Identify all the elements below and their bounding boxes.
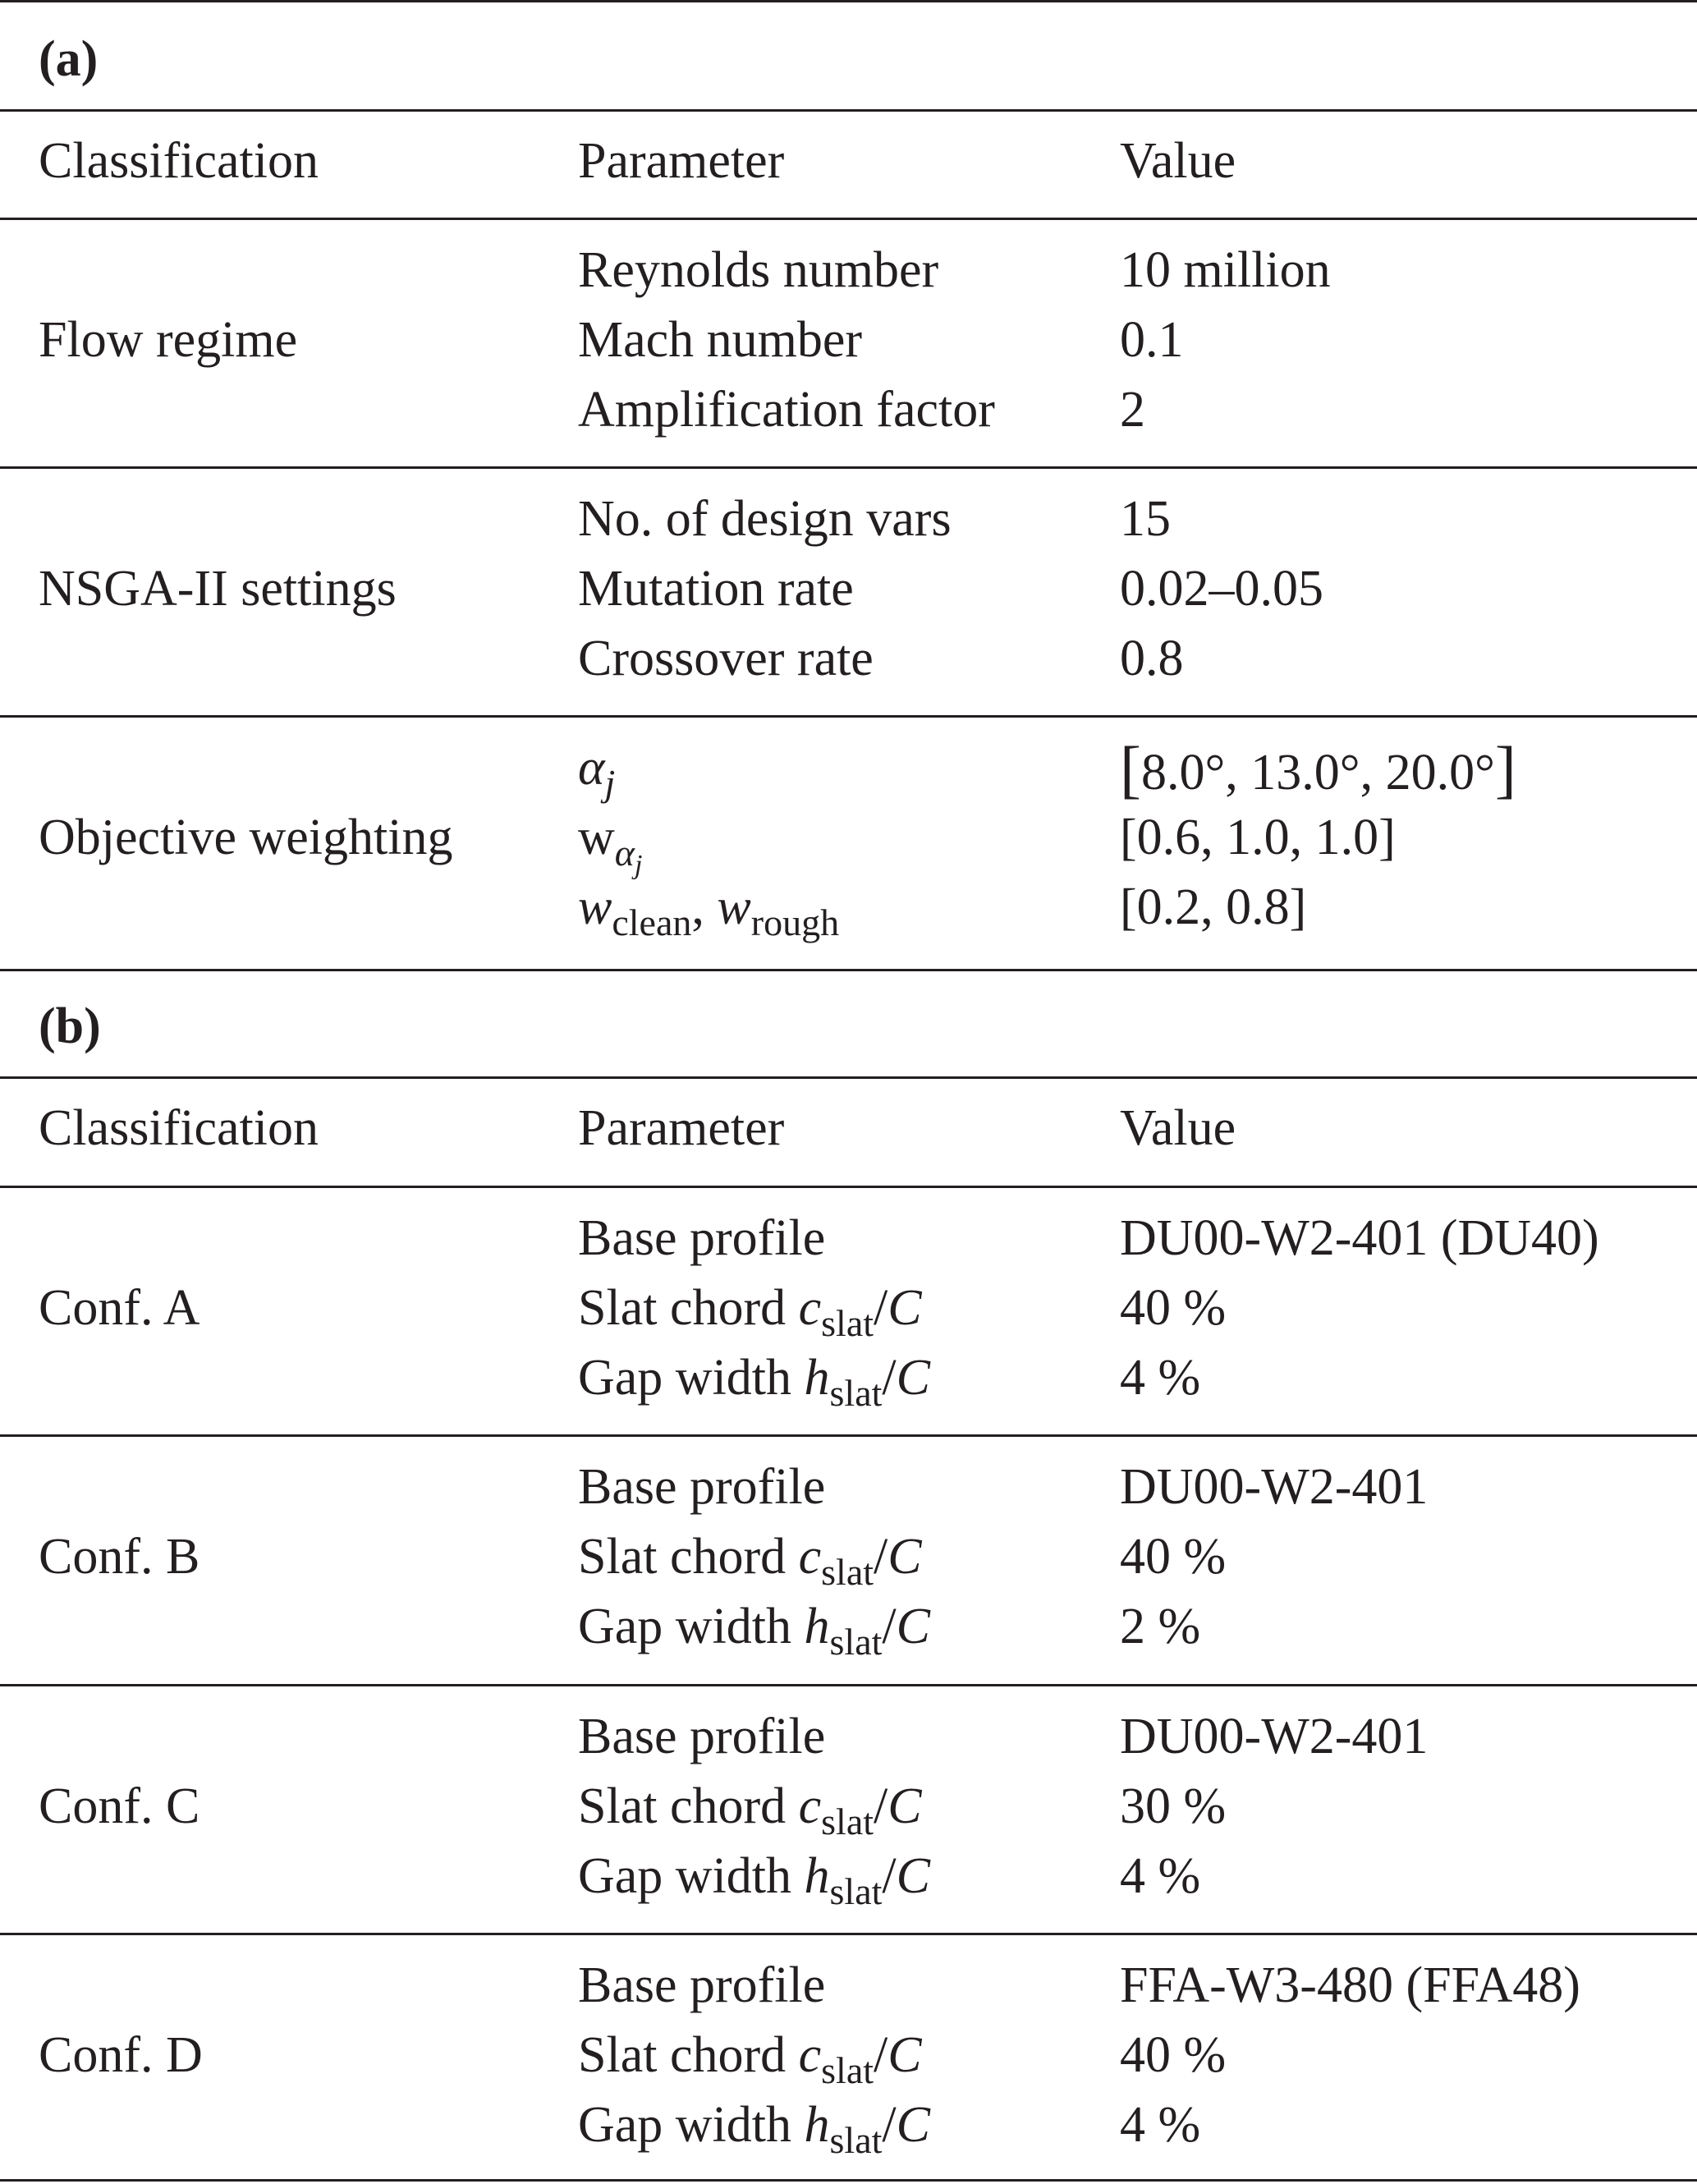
classification-conf-b: Conf. B xyxy=(39,1529,200,1585)
param-gap-width: Gap width $h_{slat}/C$ xyxy=(578,1848,931,1912)
w-alpha-subscript: αj xyxy=(614,832,643,880)
param-base-profile: Base profile xyxy=(578,1210,826,1266)
value-amplification: 2 xyxy=(1120,382,1145,438)
table-bottom-rule xyxy=(0,2179,1697,2182)
value-gap-width: 2 % xyxy=(1120,1599,1201,1654)
param-reynolds: Reynolds number xyxy=(578,242,939,298)
param-w-alpha-j xyxy=(578,805,642,879)
classification-flow-regime: Flow regime xyxy=(39,312,298,368)
group-rule-flow xyxy=(0,466,1697,469)
param-design-vars: No. of design vars xyxy=(578,491,952,547)
value-crossover: 0.8 xyxy=(1120,631,1184,686)
value-reynolds: 10 million xyxy=(1120,242,1331,298)
param-base-profile: Base profile xyxy=(578,1709,826,1764)
header-classification-a: Classification xyxy=(39,133,319,189)
value-gap-width: 4 % xyxy=(1120,1848,1201,1904)
classification-objective: Objective weighting xyxy=(39,810,453,865)
header-bottom-rule-b xyxy=(0,1186,1697,1188)
header-parameter-b: Parameter xyxy=(578,1100,785,1156)
value-w-alpha-j: [0.6, 1.0, 1.0] xyxy=(1120,810,1396,865)
value-base-profile: DU00-W2-401 (DU40) xyxy=(1120,1210,1599,1266)
header-rule-a xyxy=(0,109,1697,112)
value-slat-chord: 40 % xyxy=(1120,1280,1227,1336)
value-slat-chord: 40 % xyxy=(1120,1529,1227,1585)
param-amplification: Amplification factor xyxy=(578,382,995,438)
header-rule-b xyxy=(0,1076,1697,1079)
alpha-symbol: α xyxy=(578,740,605,796)
classification-conf-c: Conf. C xyxy=(39,1778,200,1834)
classification-conf-d: Conf. D xyxy=(39,2027,203,2083)
group-rule-conf-c xyxy=(0,1933,1697,1935)
param-mutation: Mutation rate xyxy=(578,561,854,617)
param-slat-chord: Slat chord $c_{slat}/C$ xyxy=(578,1778,922,1842)
value-slat-chord: 30 % xyxy=(1120,1778,1227,1834)
table-top-rule xyxy=(0,0,1697,2)
group-rule-conf-b xyxy=(0,1684,1697,1686)
group-rule-nsga xyxy=(0,715,1697,718)
param-gap-width: Gap width $h_{slat}/C$ xyxy=(578,1599,931,1663)
param-base-profile: Base profile xyxy=(578,1459,826,1515)
param-gap-width: Gap width $h_{slat}/C$ xyxy=(578,2097,931,2161)
param-alpha-j xyxy=(578,735,615,805)
param-base-profile: Base profile xyxy=(578,1957,826,2013)
header-value-b: Value xyxy=(1120,1100,1236,1156)
classification-conf-a: Conf. A xyxy=(39,1280,200,1336)
header-value-a: Value xyxy=(1120,133,1236,189)
value-w-clean-rough: [0.2, 0.8] xyxy=(1120,879,1307,935)
alpha-values: 8.0°, 13.0°, 20.0° xyxy=(1140,745,1495,801)
value-gap-width: 4 % xyxy=(1120,1350,1201,1406)
alpha-subscript: j xyxy=(604,762,616,804)
value-slat-chord: 40 % xyxy=(1120,2027,1227,2083)
part-a-bottom-rule xyxy=(0,969,1697,971)
header-parameter-a: Parameter xyxy=(578,133,785,189)
param-w-clean-rough: $w_{clean}$, $w_{rough}$ xyxy=(578,879,840,943)
value-base-profile: DU00-W2-401 xyxy=(1120,1459,1429,1515)
value-mutation: 0.02–0.05 xyxy=(1120,561,1323,617)
group-rule-conf-a xyxy=(0,1434,1697,1437)
header-bottom-rule-a xyxy=(0,218,1697,220)
param-slat-chord: Slat chord $c_{slat}/C$ xyxy=(578,1529,922,1593)
header-classification-b: Classification xyxy=(39,1100,319,1156)
value-gap-width: 4 % xyxy=(1120,2097,1201,2153)
value-base-profile: FFA-W3-480 (FFA48) xyxy=(1120,1957,1580,2013)
value-design-vars: 15 xyxy=(1120,491,1171,547)
bracket-open: [ xyxy=(1120,733,1141,805)
value-alpha-j xyxy=(1120,735,1516,805)
value-base-profile: DU00-W2-401 xyxy=(1120,1709,1429,1764)
part-b-label: (b) xyxy=(39,998,101,1054)
w-symbol: w xyxy=(578,810,615,865)
part-a-label: (a) xyxy=(39,31,99,87)
bracket-close: ] xyxy=(1494,733,1516,805)
param-slat-chord: Slat chord $c_{slat}/C$ xyxy=(578,1280,922,1344)
classification-nsga: NSGA-II settings xyxy=(39,561,397,617)
param-slat-chord: Slat chord $c_{slat}/C$ xyxy=(578,2027,922,2091)
param-mach: Mach number xyxy=(578,312,863,368)
param-crossover: Crossover rate xyxy=(578,631,874,686)
value-mach: 0.1 xyxy=(1120,312,1184,368)
param-gap-width: Gap width $h_{slat}/C$ xyxy=(578,1350,931,1414)
